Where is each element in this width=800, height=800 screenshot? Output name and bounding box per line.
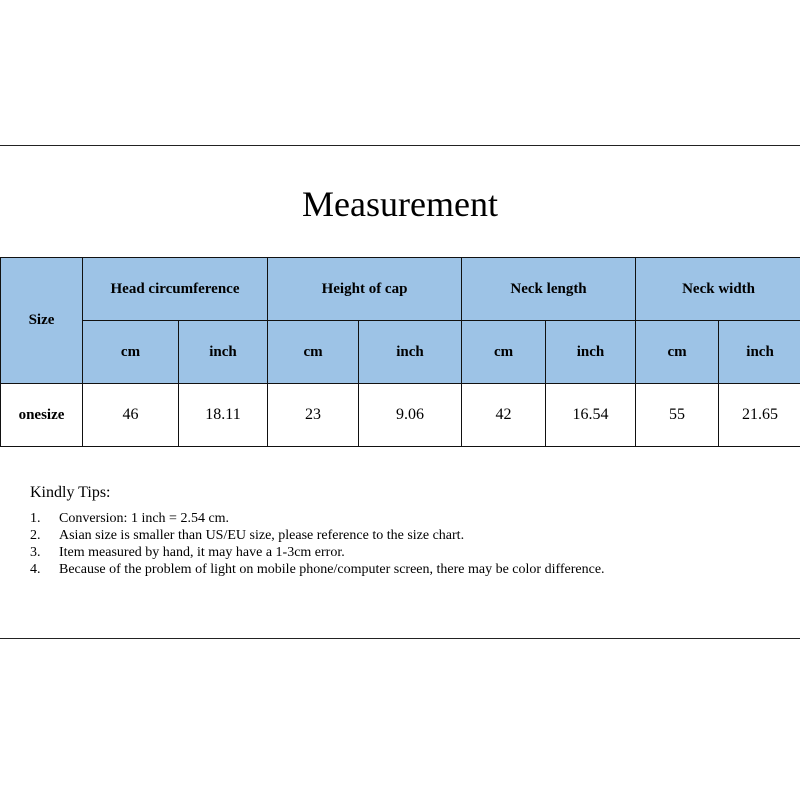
list-item-text: Because of the problem of light on mobile phone/computer screen, there may be color difference. bbox=[59, 562, 605, 577]
unit-header: cm bbox=[83, 321, 179, 384]
group-header-neck-length: Neck length bbox=[462, 258, 636, 321]
page-title: Measurement bbox=[302, 184, 498, 224]
list-item-number: 1. bbox=[30, 511, 41, 526]
header-row-groups bbox=[1, 258, 800, 321]
unit-header: cm bbox=[268, 321, 359, 384]
table-row bbox=[1, 384, 800, 447]
value-cell: 42 bbox=[462, 384, 546, 447]
value-cell: 46 bbox=[83, 384, 179, 447]
unit-header: inch bbox=[179, 321, 268, 384]
list-item-number: 3. bbox=[30, 545, 41, 560]
value-cell: 21.65 bbox=[719, 384, 800, 447]
value-cell: 16.54 bbox=[546, 384, 636, 447]
list-item bbox=[30, 544, 750, 561]
unit-header: inch bbox=[546, 321, 636, 384]
size-column-header: Size bbox=[1, 258, 83, 384]
unit-header: cm bbox=[636, 321, 719, 384]
tips-title: Kindly Tips: bbox=[30, 484, 111, 501]
header-row-units bbox=[1, 321, 800, 384]
tips-list bbox=[30, 510, 750, 578]
list-item bbox=[30, 510, 750, 527]
unit-header: inch bbox=[719, 321, 800, 384]
top-divider bbox=[0, 145, 800, 146]
value-cell: 18.11 bbox=[179, 384, 268, 447]
list-item-text: Conversion: 1 inch = 2.54 cm. bbox=[59, 511, 230, 526]
list-item bbox=[30, 561, 750, 578]
list-item-text: Asian size is smaller than US/EU size, please reference to the size chart. bbox=[59, 528, 465, 543]
bottom-divider bbox=[0, 638, 800, 639]
group-header-height-of-cap: Height of cap bbox=[268, 258, 462, 321]
kindly-tips-section bbox=[30, 482, 750, 578]
group-header-neck-width: Neck width bbox=[636, 258, 800, 321]
size-cell: onesize bbox=[1, 384, 83, 447]
value-cell: 55 bbox=[636, 384, 719, 447]
unit-header: cm bbox=[462, 321, 546, 384]
list-item bbox=[30, 527, 750, 544]
size-chart-table bbox=[0, 257, 800, 447]
value-cell: 9.06 bbox=[359, 384, 462, 447]
list-item-number: 2. bbox=[30, 528, 41, 543]
group-header-head-circumference: Head circumference bbox=[83, 258, 268, 321]
value-cell: 23 bbox=[268, 384, 359, 447]
list-item-text: Item measured by hand, it may have a 1-3cm error. bbox=[59, 545, 345, 560]
list-item-number: 4. bbox=[30, 562, 41, 577]
unit-header: inch bbox=[359, 321, 462, 384]
